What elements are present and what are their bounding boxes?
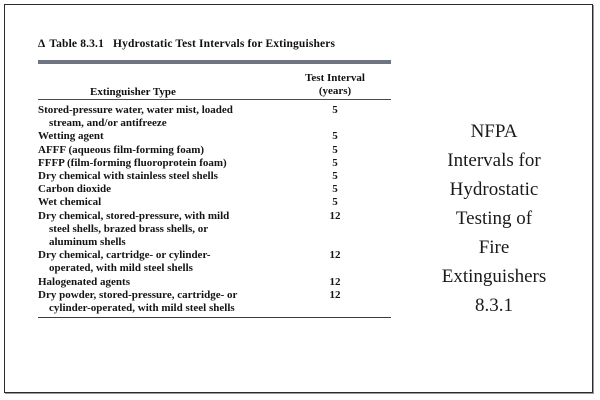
column-header-test-interval-line2: (years) — [318, 85, 352, 97]
document-page — [4, 4, 593, 393]
table-header-row — [38, 64, 391, 99]
extinguisher-type-cell — [38, 130, 300, 143]
extinguisher-type-line: AFFF (aqueous film-forming foam) — [38, 143, 205, 156]
extinguisher-type-line: operated, with mild steel shells — [49, 262, 193, 275]
extinguisher-type-line: Halogenated agents — [38, 275, 130, 288]
table-row — [38, 130, 391, 143]
caption-line: 8.3.1 — [475, 295, 513, 316]
extinguisher-type-cell — [38, 170, 300, 183]
test-interval-cell: 5 — [332, 156, 338, 169]
test-interval-cell: 5 — [332, 104, 338, 116]
caption-line: Fire — [478, 237, 510, 258]
caption-line: Extinguishers — [441, 266, 547, 287]
caption-line: NFPA — [470, 121, 518, 142]
table-row — [38, 196, 391, 209]
table-row — [38, 210, 391, 250]
test-interval-cell: 5 — [332, 196, 338, 209]
extinguisher-type-line: Wetting agent — [38, 130, 104, 143]
caption-line: Intervals for — [447, 150, 541, 171]
extinguisher-type-line: stream, and/or antifreeze — [49, 117, 167, 130]
test-interval-cell: 12 — [329, 275, 341, 288]
table-row — [38, 289, 391, 315]
test-interval-cell: 12 — [329, 209, 341, 222]
extinguisher-type-line: Dry chemical, stored-pressure, with mild — [38, 209, 230, 222]
extinguisher-type-line: Dry chemical with stainless steel shells — [38, 170, 218, 183]
extinguisher-type-cell — [38, 157, 300, 170]
extinguisher-type-line: Dry chemical, cartridge- or cylinder- — [38, 249, 211, 262]
test-interval-cell: 12 — [329, 249, 341, 262]
column-header-test-interval-line1: Test Interval — [305, 72, 365, 84]
table-row — [38, 249, 391, 275]
extinguisher-type-cell — [38, 183, 300, 196]
table-row — [38, 170, 391, 183]
column-header-extinguisher-type: Extinguisher Type — [90, 86, 176, 98]
extinguisher-type-cell — [38, 276, 300, 289]
extinguisher-type-line: Stored-pressure water, water mist, loaded — [38, 104, 233, 116]
test-interval-cell: 12 — [329, 288, 341, 301]
test-interval-cell: 5 — [332, 143, 338, 156]
extinguisher-type-cell — [38, 104, 300, 130]
table-number: 8.3.1 — [80, 38, 104, 50]
table-row — [38, 157, 391, 170]
hydrostatic-test-intervals-table — [38, 38, 391, 318]
extinguisher-type-line: steel shells, brazed brass shells, or — [49, 222, 209, 235]
extinguisher-type-cell — [38, 249, 300, 275]
table-row — [38, 104, 391, 130]
column-header-test-interval — [287, 72, 383, 98]
table-row — [38, 144, 391, 157]
extinguisher-type-line: Carbon dioxide — [38, 183, 112, 196]
caption — [405, 117, 583, 320]
extinguisher-type-cell — [38, 144, 300, 157]
extinguisher-type-cell — [38, 196, 300, 209]
extinguisher-type-cell — [38, 289, 300, 315]
test-interval-cell: 5 — [332, 170, 338, 183]
extinguisher-type-line: Wet chemical — [38, 196, 102, 209]
extinguisher-type-cell — [38, 210, 300, 250]
caption-line: Hydrostatic — [449, 179, 539, 200]
delta-triangle-icon: Δ — [38, 38, 46, 50]
table-title-text: Hydrostatic Test Intervals for Extinguishers — [113, 38, 336, 50]
table-label: Table — [49, 38, 78, 50]
test-interval-cell: 5 — [332, 130, 338, 143]
table-bottom-rule — [38, 317, 391, 318]
test-interval-cell: 5 — [332, 183, 338, 196]
caption-line: Testing of — [455, 208, 533, 229]
table-row — [38, 276, 391, 289]
extinguisher-type-line: aluminum shells — [49, 236, 126, 249]
table-title — [38, 38, 391, 50]
table-row — [38, 183, 391, 196]
extinguisher-type-line: cylinder-operated, with mild steel shells — [49, 302, 235, 315]
extinguisher-type-line: Dry powder, stored-pressure, cartridge- or — [38, 288, 238, 301]
table-body — [38, 100, 391, 315]
extinguisher-type-line: FFFP (film-forming fluoroprotein foam) — [38, 156, 227, 169]
